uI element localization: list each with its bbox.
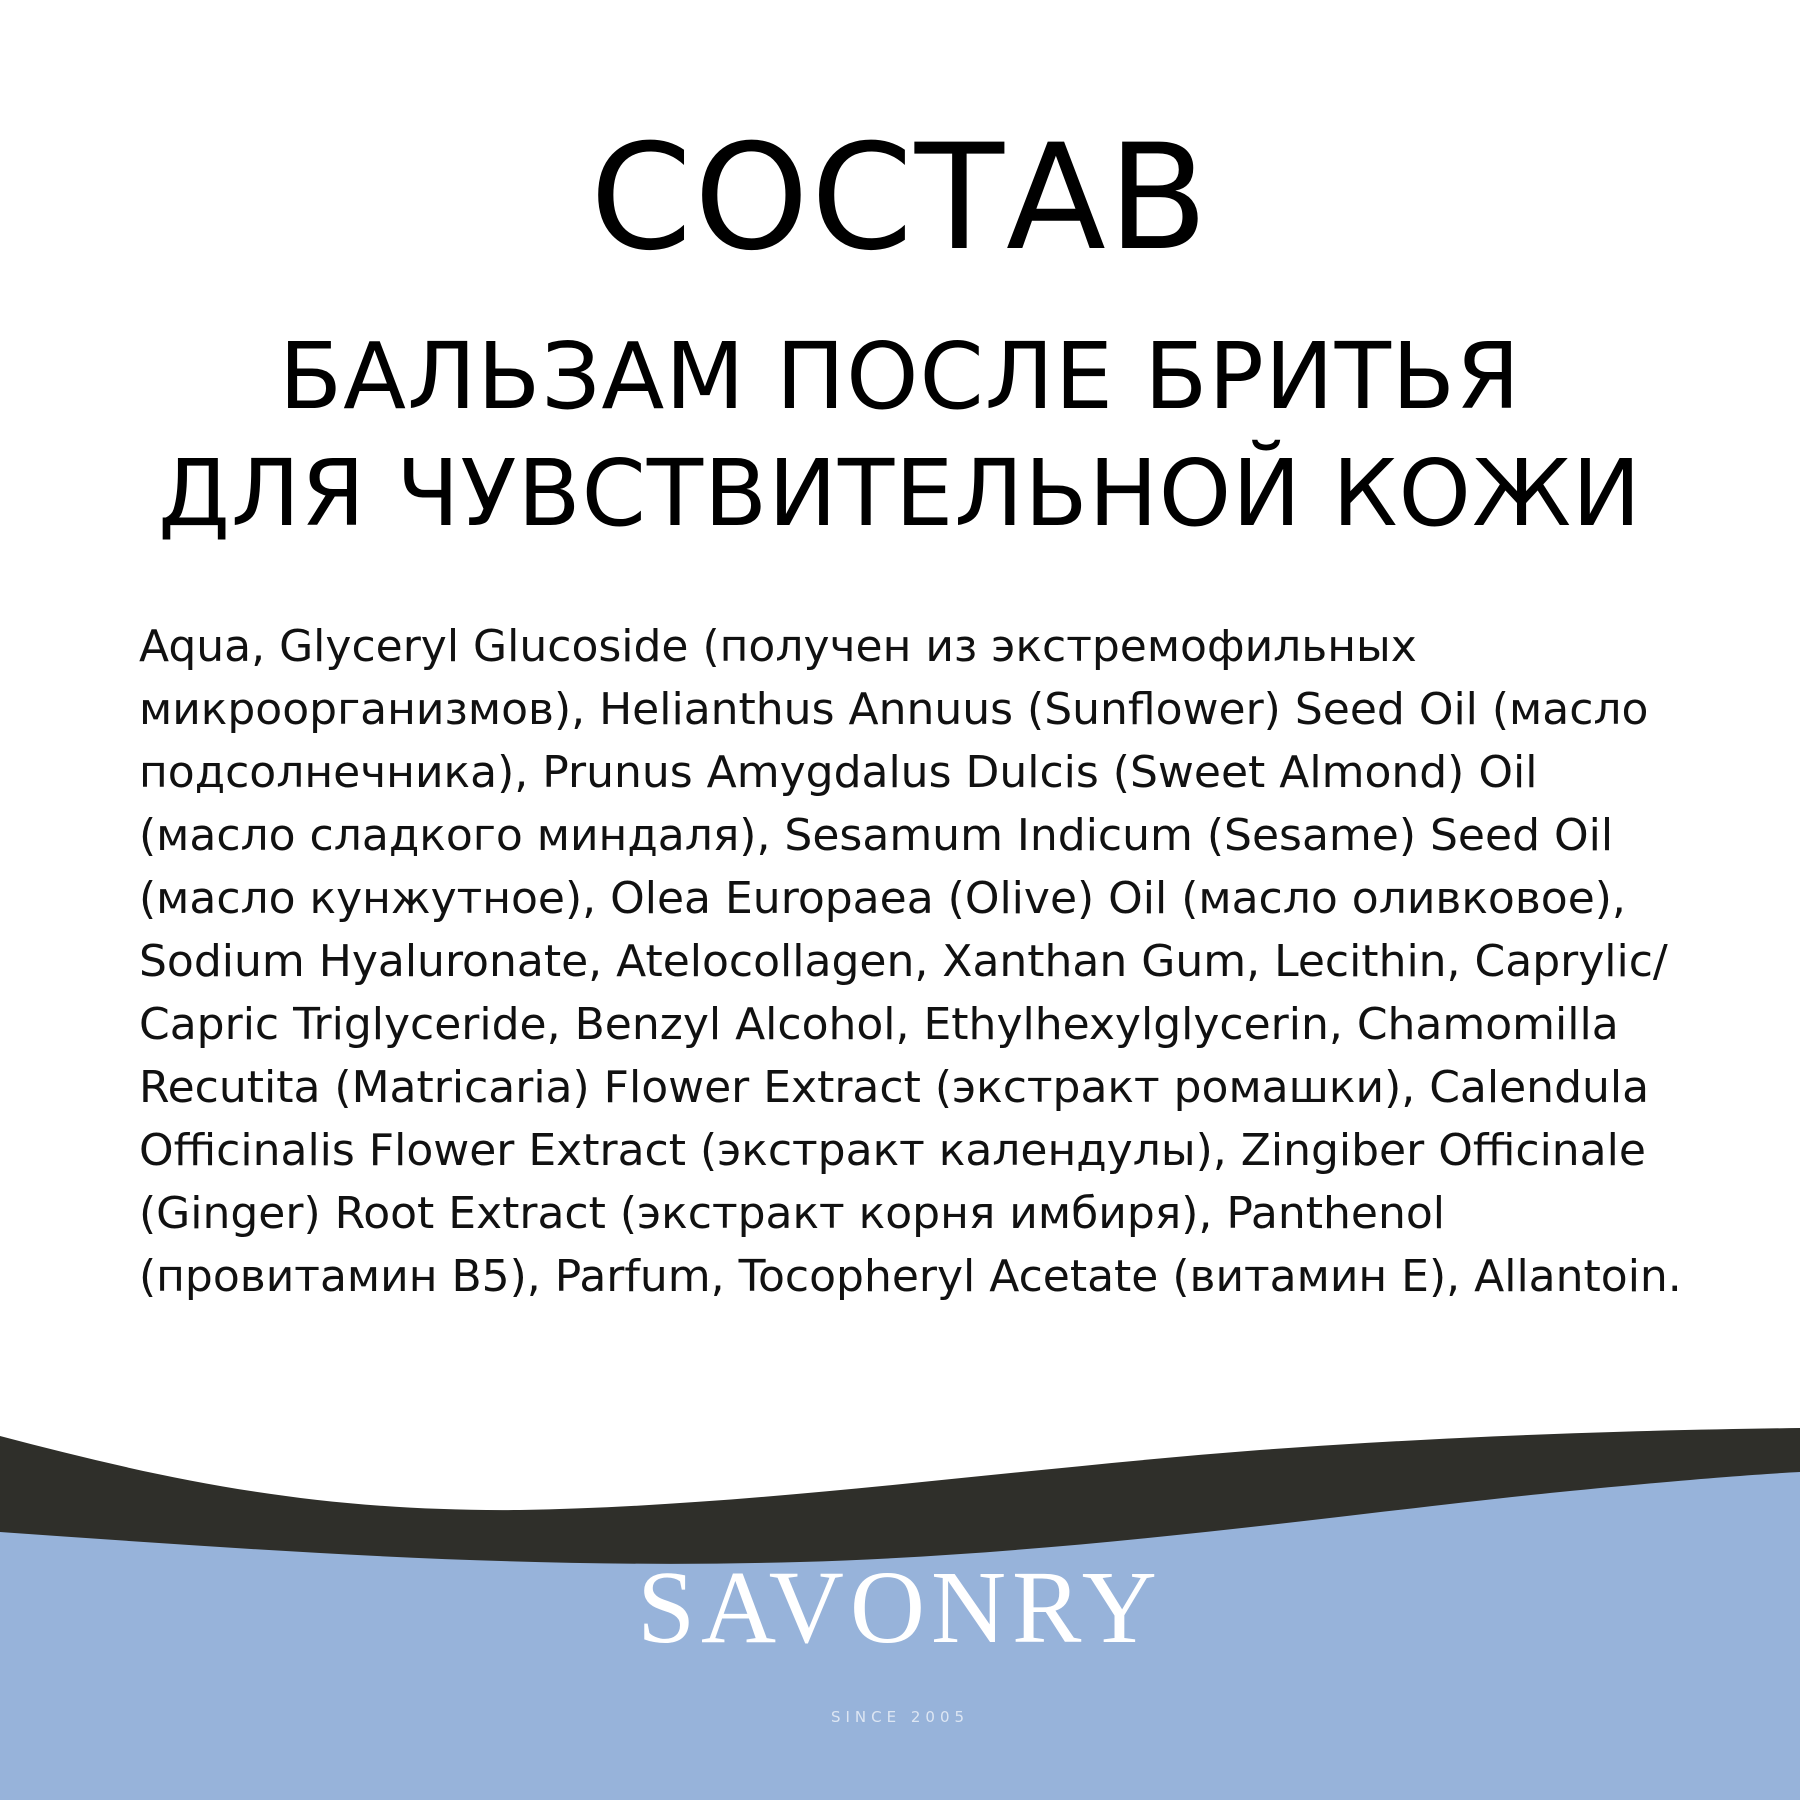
ingredients-line: Aqua, Glyceryl Glucoside (получен из экстремофильных <box>139 621 1417 672</box>
subtitle-line: БАЛЬЗАМ ПОСЛЕ БРИТЬЯ <box>279 323 1521 430</box>
brand-wordmark <box>590 1560 1210 1670</box>
ingredients-line: Recutita (Matricaria) Flower Extract (экстракт ромашки), Calendula <box>139 1062 1650 1113</box>
brand-name: SAVONRY <box>637 1560 1163 1665</box>
page-title: СОСТАВ <box>589 113 1211 283</box>
product-subtitle <box>0 318 1800 552</box>
ingredients-text <box>139 615 1749 1308</box>
ingredients-line: (масло сладкого миндаля), Sesamum Indicum (Sesame) Seed Oil <box>139 810 1614 861</box>
ingredients-line: подсолнечника), Prunus Amygdalus Dulcis (Sweet Almond) Oil <box>139 747 1538 798</box>
ingredients-line: Sodium Hyaluronate, Atelocollagen, Xanthan Gum, Lecithin, Caprylic/ <box>139 936 1668 987</box>
brand-logo <box>0 1560 1800 1674</box>
ingredients-line: Capric Triglyceride, Benzyl Alcohol, Ethylhexylglycerin, Chamomilla <box>139 999 1619 1050</box>
ingredients-line: микроорганизмов), Helianthus Annuus (Sunflower) Seed Oil (масло <box>139 684 1649 735</box>
ingredients-line: Officinalis Flower Extract (экстракт календулы), Zingiber Officinale <box>139 1125 1646 1176</box>
brand-tagline: SINCE 2005 <box>830 1708 970 1726</box>
subtitle-line: ДЛЯ ЧУВСТВИТЕЛЬНОЙ КОЖИ <box>158 440 1642 547</box>
ingredients-line: (провитамин B5), Parfum, Tocopheryl Acetate (витамин E), Allantoin. <box>139 1251 1682 1302</box>
ingredients-line: (масло кунжутное), Olea Europaea (Olive) Oil (масло оливковое), <box>139 873 1626 924</box>
ingredients-line: (Ginger) Root Extract (экстракт корня имбиря), Panthenol <box>139 1188 1446 1239</box>
